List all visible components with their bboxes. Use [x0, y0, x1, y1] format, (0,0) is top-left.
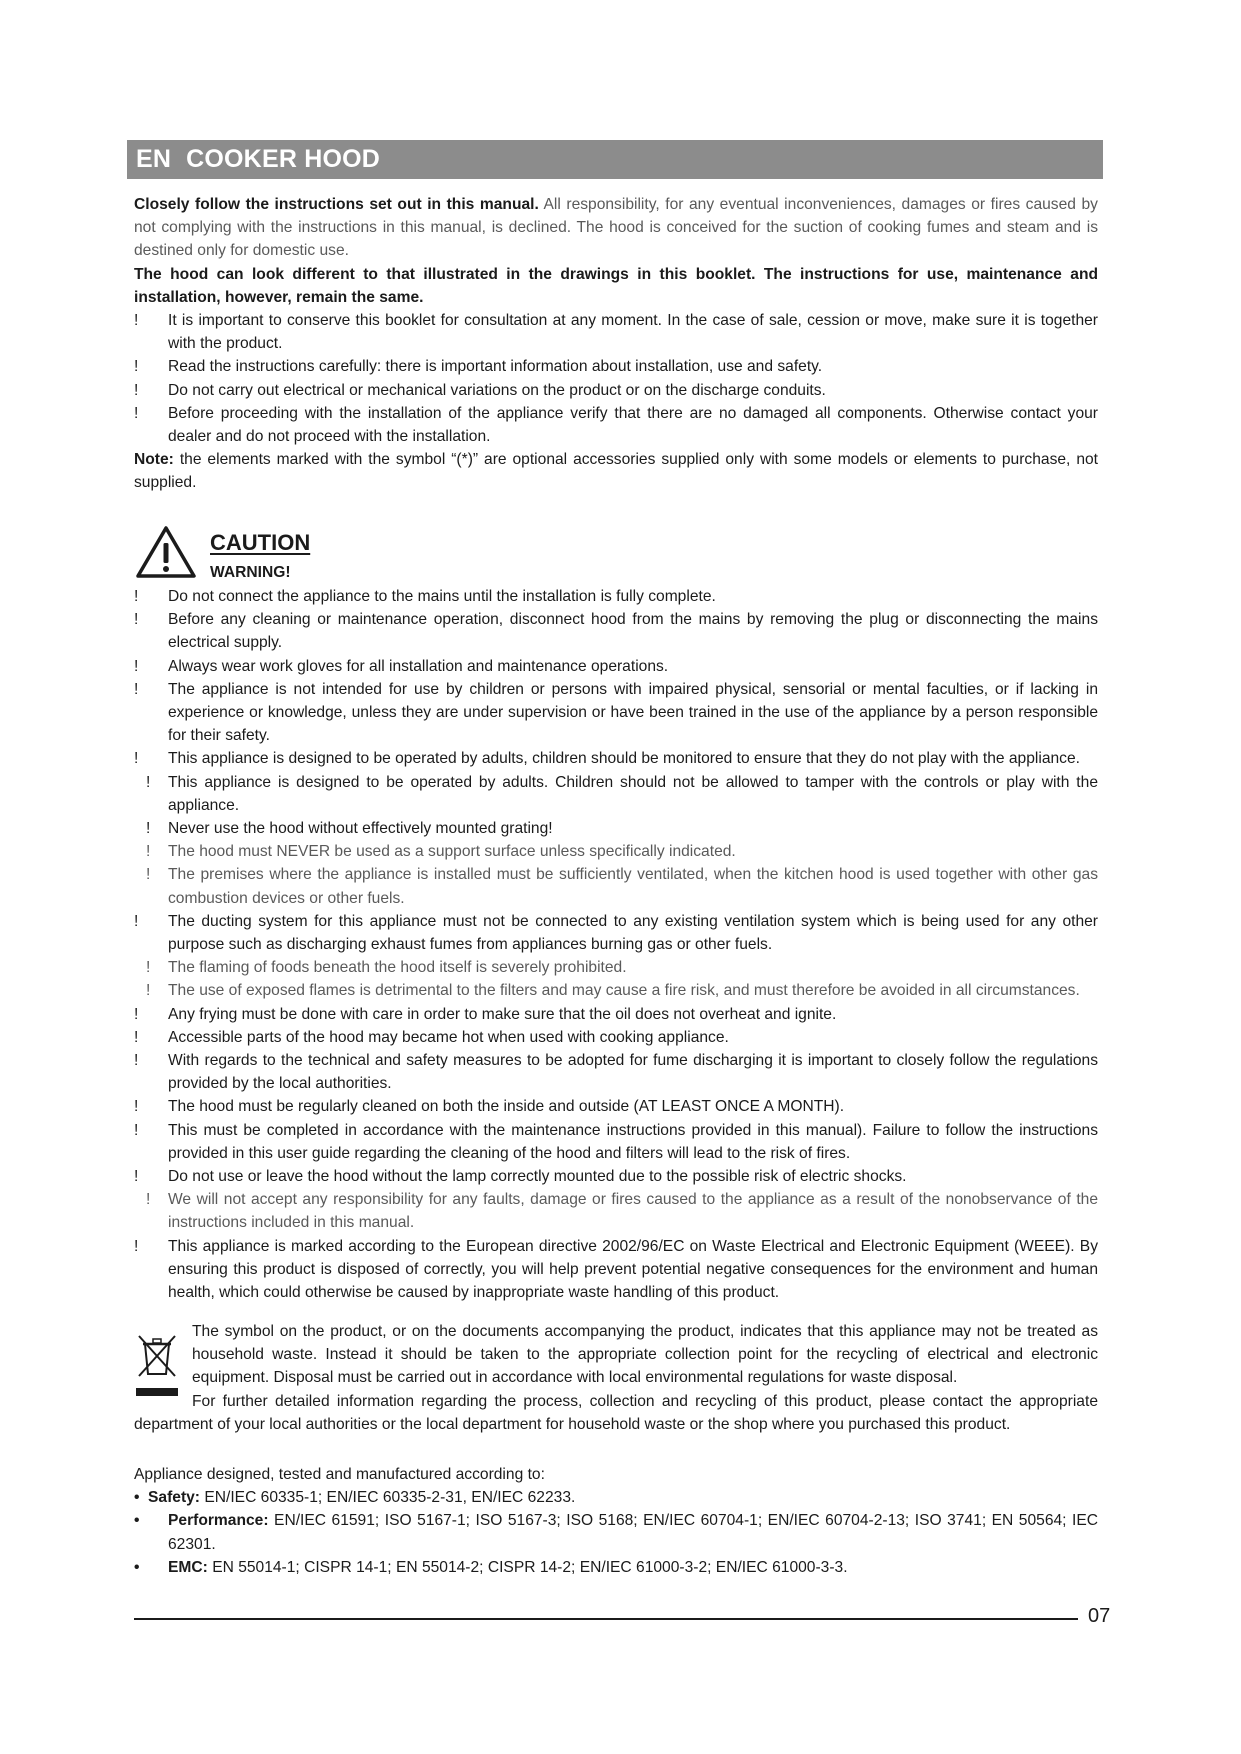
footer-rule [134, 1618, 1078, 1620]
caution-item-text: This appliance is designed to be operated by adults, children should be monitored to ensure that they do not play with the appliance. [168, 750, 1080, 768]
intro-paragraph [134, 193, 1098, 263]
caution-item-text: We will not accept any responsibility for any faults, damage or fires caused to the appliance as a result of the nonobservance of the instructions included in this manual. [168, 1191, 1098, 1232]
caution-item-text: This appliance is designed to be operated by adults. Children should not be allowed to tamper with the controls or play with the appliance. [168, 773, 1098, 814]
caution-item [134, 771, 1098, 817]
bullet-mark: ! [134, 588, 139, 605]
standard-text: EN 55014-1; CISPR 14-1; EN 55014-2; CISPR 14-2; EN/IEC 61000-3-2; EN/IEC 61000-3-3. [212, 1558, 848, 1576]
bullet-mark: ! [134, 312, 139, 330]
bullet-mark: • [134, 1558, 140, 1576]
weee-section [134, 1320, 1098, 1436]
caution-item [134, 1003, 1098, 1026]
caution-item [134, 1165, 1098, 1188]
standard-text: EN/IEC 60335-1; EN/IEC 60335-2-31, EN/IEC 62233. [204, 1489, 576, 1507]
caution-item [134, 840, 1098, 863]
bullet-mark: • [134, 1489, 140, 1507]
caution-item [134, 956, 1098, 979]
standard-item-performance [134, 1509, 1098, 1555]
standard-label: EMC: [168, 1558, 208, 1576]
bullet-mark: ! [134, 381, 139, 399]
caution-item [134, 817, 1098, 840]
caution-item-text: The premises where the appliance is installed must be sufficiently ventilated, when the kitchen hood is used together with other gas combustion devices or other fuels. [168, 866, 1098, 907]
intro-item-text: Read the instructions carefully: there is important information about installation, use and safety. [168, 358, 823, 376]
caution-item-text: Any frying must be done with care in order to make sure that the oil does not overheat and ignite. [168, 1005, 837, 1023]
bullet-mark: ! [146, 773, 151, 791]
bullet-mark: ! [134, 1237, 139, 1255]
weee-paragraph: The symbol on the product, or on the documents accompanying the product, indicates that this appliance may not be treated as household waste. Instead it should be taken to the appropriate collection point for the recycling of electrical and electronic equipment. Disposal must be carried out in accordance with local environmental regulations for waste disposal. [192, 1323, 1098, 1387]
caution-item [134, 863, 1098, 909]
intro-section [134, 193, 1098, 495]
bullet-mark: ! [134, 657, 139, 675]
caution-item-text: Never use the hood without effectively mounted grating! [168, 820, 553, 838]
caution-item-text: Do not connect the appliance to the mains until the installation is fully complete. [168, 588, 716, 605]
caution-item [134, 747, 1098, 770]
bullet-mark: • [134, 1512, 140, 1530]
bullet-mark: ! [146, 982, 151, 1000]
standard-item-safety [134, 1486, 1098, 1509]
intro-bold-paragraph: The hood can look different to that illustrated in the drawings in this booklet. The instructions for use, maintenance and installation, however, remain the same. [134, 265, 1098, 306]
caution-item [134, 1188, 1098, 1234]
caution-item-text: Always wear work gloves for all installation and maintenance operations. [168, 657, 669, 675]
note-label: Note: [134, 451, 174, 469]
standard-label: Safety: [148, 1489, 200, 1507]
caution-item [134, 655, 1098, 678]
standard-label: Performance: [168, 1512, 269, 1530]
caution-item [134, 1119, 1098, 1165]
caution-list [134, 585, 1098, 1304]
bullet-mark: ! [134, 1052, 139, 1070]
intro-item [134, 402, 1098, 448]
caution-item [134, 1095, 1098, 1118]
bullet-mark: ! [146, 843, 151, 861]
language-code: EN [136, 145, 172, 173]
caution-item-text: Do not use or leave the hood without the lamp correctly mounted due to the possible risk of electric shocks. [168, 1168, 907, 1186]
caution-item-text: With regards to the technical and safety measures to be adopted for fume discharging it is important to closely follow the regulations provided by the local authorities. [168, 1052, 1098, 1093]
bullet-mark: ! [134, 1005, 139, 1023]
standard-text: EN/IEC 61591; ISO 5167-1; ISO 5167-3; ISO 5168; EN/IEC 60704-1; EN/IEC 60704-2-13; ISO 3741; EN 50564; IEC 62301. [168, 1512, 1099, 1553]
standards-section [134, 1463, 1098, 1579]
caution-item-text: The ducting system for this appliance must not be connected to any existing ventilation system which is being used for any other purpose such as discharging exhaust fumes from appliances burning gas or other fuels. [168, 912, 1098, 954]
section-title-bar [127, 140, 1103, 179]
intro-item [134, 355, 1098, 378]
weee-paragraph-text: For further detailed information regarding the process, collection and recycling of this product, please contact the appropriate department of your local authorities or the local department for household waste or the shop where you purchased this product. [134, 1392, 1098, 1433]
bullet-mark: ! [146, 959, 151, 977]
bullet-mark: ! [146, 866, 151, 884]
bullet-mark: ! [134, 680, 139, 698]
section-title: COOKER HOOD [186, 145, 381, 173]
caution-item [134, 1026, 1098, 1049]
caution-title: CAUTION [210, 530, 311, 555]
intro-item-text: It is important to conserve this booklet for consultation at any moment. In the case of sale, cession or move, make sure it is together with the product. [168, 312, 1098, 353]
standards-intro: Appliance designed, tested and manufactured according to: [134, 1466, 545, 1483]
caution-item [134, 608, 1098, 654]
caution-item-text: Before any cleaning or maintenance operation, disconnect hood from the mains by removing the plug or disconnecting the mains electrical supply. [168, 611, 1098, 652]
bullet-mark: ! [134, 1168, 139, 1186]
caution-item [134, 910, 1098, 956]
caution-item-text: Accessible parts of the hood may became hot when used with cooking appliance. [168, 1028, 729, 1046]
standard-item-emc [134, 1556, 1098, 1579]
note-text: the elements marked with the symbol “(*)” are optional accessories supplied only with some models or elements to purchase, not supplied. [134, 451, 1098, 492]
bullet-mark: ! [146, 1191, 151, 1209]
caution-item [134, 979, 1098, 1002]
bullet-mark: ! [134, 1098, 139, 1116]
warning-title: WARNING! [210, 564, 291, 581]
caution-header [134, 524, 1098, 584]
intro-item [134, 379, 1098, 402]
intro-item-text: Before proceeding with the installation of the appliance verify that there are no damaged all components. Otherwise contact your dealer and do not proceed with the installation. [168, 404, 1098, 446]
caution-item-text: This must be completed in accordance with the maintenance instructions provided in this manual). Failure to follow the instructions provided in this user guide regarding the cleaning of the hood and filters will lead to the risk of fires. [168, 1121, 1098, 1162]
intro-item [134, 309, 1098, 355]
intro-text: All responsibility, for any eventual inconveniences, damages or fires caused by not complying with the instructions in this manual, is declined. The hood is conceived for the suction of cooking fumes and steam and is destined only for domestic use. [134, 196, 1098, 260]
bullet-mark: ! [134, 358, 139, 376]
bullet-mark: ! [146, 820, 151, 838]
caution-item-text: The hood must NEVER be used as a support surface unless specifically indicated. [168, 843, 736, 861]
caution-item [134, 1235, 1098, 1305]
bullet-mark: ! [134, 611, 139, 629]
note-paragraph [134, 448, 1098, 494]
bullet-mark: ! [134, 1028, 139, 1046]
caution-item [134, 585, 1098, 608]
caution-item-text: The appliance is not intended for use by children or persons with impaired physical, sensorial or mental faculties, or if lacking in experience or knowledge, unless they are under supervision or have been trained in the use of the appliance by a person responsible for their safety. [168, 680, 1098, 745]
caution-item-text: The use of exposed flames is detrimental to the filters and may cause a fire risk, and must therefore be avoided in all circumstances. [168, 982, 1080, 1000]
caution-item [134, 1049, 1098, 1095]
caution-item-text: The flaming of foods beneath the hood itself is severely prohibited. [168, 959, 627, 977]
weee-paragraph [134, 1390, 1098, 1436]
caution-item [134, 678, 1098, 748]
bullet-mark: ! [134, 404, 139, 422]
caution-item-text: The hood must be regularly cleaned on both the inside and outside (AT LEAST ONCE A MONTH). [168, 1098, 845, 1116]
bullet-mark: ! [134, 750, 139, 768]
intro-item-text: Do not carry out electrical or mechanical variations on the product or on the discharge conduits. [168, 381, 826, 399]
warning-triangle-icon [134, 524, 198, 580]
caution-item-text: This appliance is marked according to the European directive 2002/96/EC on Waste Electrical and Electronic Equipment (WEEE). By ensuring this product is disposed of correctly, you will help prevent potential negative consequences for the environment and human health, which could otherwise be caused by inappropriate waste handling of this product. [168, 1237, 1098, 1302]
bullet-mark: ! [134, 1121, 139, 1139]
intro-lead: Closely follow the instructions set out in this manual. [134, 196, 539, 213]
page-number: 07 [1088, 1605, 1111, 1627]
bullet-mark: ! [134, 912, 139, 930]
